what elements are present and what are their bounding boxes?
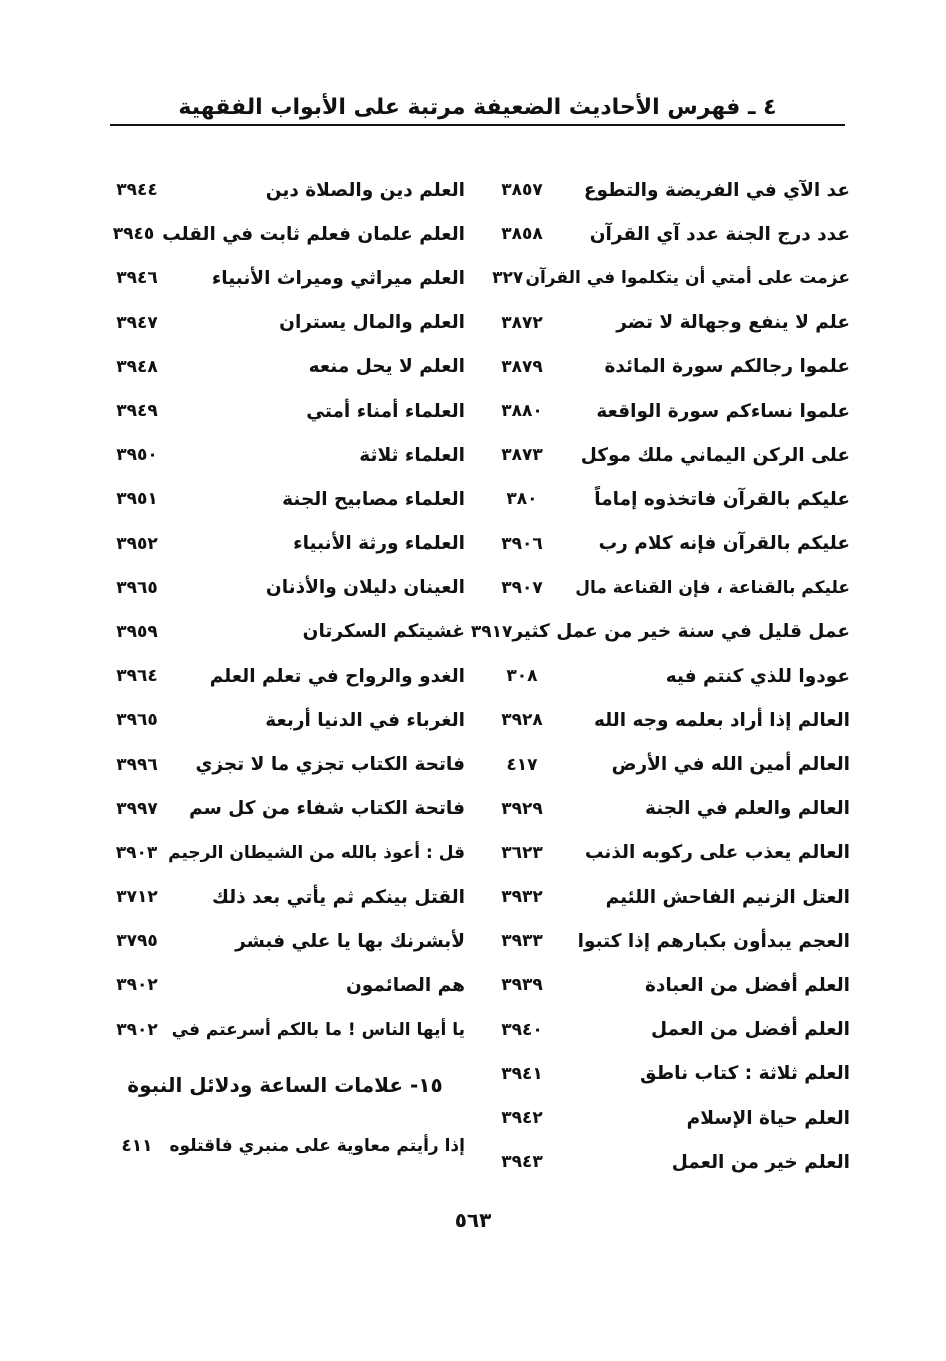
entry-title: عدد درج الجنة عدد آي القرآن [589,223,850,245]
index-entry [105,742,465,786]
entry-number: ٣٨٧٩ [501,356,543,377]
entry-number: ٣٩٤٢ [501,1108,543,1129]
entry-title: على الركن اليماني ملك موكل [580,444,850,466]
entry-number: ٣٩٠٣ [115,842,158,863]
index-entry [490,1052,850,1096]
index-entry [490,875,850,919]
entry-title: يا أيها الناس ! ما بالكم أسرعتم في [171,1019,465,1040]
entry-title: العلماء أمناء أمتي [306,400,465,422]
index-column-right [470,168,850,1184]
index-entry [490,433,850,477]
entry-title: عمل قليل في سنة خير من عمل كثير [512,621,850,643]
entry-title: قل : أعوذ بالله من الشيطان الرجيم [168,842,465,863]
entry-number: ٣٨٠ [506,489,538,510]
entry-title: فاتحة الكتاب تجزي ما لا تجزي [195,754,465,776]
entry-title: العالم والعلم في الجنة [645,798,850,820]
entry-number: ٣٩٦٥ [116,577,158,598]
entry-number: ٣٩٥١ [116,489,158,510]
entry-title: هم الصائمون [346,974,465,996]
index-entry [490,698,850,742]
section-list [105,1124,465,1168]
section-heading: ١٥- علامات الساعة ودلائل النبوة [127,1072,443,1097]
entry-title: العلم لا يحل منعه [308,356,465,378]
entry-number: ٣٩٤١ [501,1063,543,1084]
entry-number: ٣٩٣٩ [501,975,543,996]
entry-number: ٣٩٤٠ [501,1019,543,1040]
index-entry [490,522,850,566]
entry-title: العالم إذا أراد بعلمه وجه الله [593,709,850,731]
entry-title: العلم حياة الإسلام [686,1107,850,1129]
entry-title: علموا رجالكم سورة المائدة [604,356,850,378]
entry-title: الغدو والرواح في تعلم العلم [209,665,465,687]
entry-number: ٣٩٠٦ [501,533,543,554]
entry-title: فاتحة الكتاب شفاء من كل سم [189,798,465,820]
entry-title: العجم يبدأون بكبارهم إذا كتبوا [577,930,850,952]
index-entry [105,566,465,610]
entry-number: ٣٩٦٥ [116,710,158,731]
entry-number: ٣٧٩٥ [116,931,158,952]
entry-number: ٣٩٩٧ [116,798,158,819]
index-entry [105,919,465,963]
index-entry [105,698,465,742]
index-entry [490,742,850,786]
entry-number: ٣٩٥٢ [116,533,158,554]
entry-number: ٣٩٢٩ [501,798,543,819]
index-entry [490,566,850,610]
entry-title: عودوا للذي كنتم فيه [665,665,850,687]
entry-title: العلم علمان فعلم ثابت في القلب [162,223,465,245]
entry-number: ٣٩٦٤ [116,666,158,687]
index-entry [490,301,850,345]
entry-title: العالم أمين الله في الأرض [611,754,850,776]
entry-title: الغرباء في الدنيا أربعة [265,709,465,731]
index-entry [105,654,465,698]
index-entry [490,1140,850,1184]
entry-title: العلماء مصابيح الجنة [282,488,465,510]
entry-title: العلم خير من العمل [671,1151,850,1173]
header-title: ٤ ـ فهرس الأحاديث الضعيفة مرتبة على الأبواب الفقهية [178,95,777,120]
entry-number: ٣٩٤٧ [116,312,158,333]
entry-number: ٣٨٥٧ [501,180,543,201]
entry-number: ٣٩٣٢ [501,887,543,908]
entry-title: العينان دليلان والأذنان [265,577,465,599]
entry-number: ٣٩٠٢ [116,975,158,996]
entry-number: ٣٩٩٦ [116,754,158,775]
index-entry [105,831,465,875]
entry-title: عليكم بالقناعة ، فإن القناعة مال [575,577,850,598]
entry-number: ٣٨٧٢ [501,312,543,333]
entry-title: إذا رأيتم معاوية على منبري فاقتلوه [169,1135,465,1156]
entry-title: عليكم بالقرآن فاتخذوه إماماً [594,488,850,510]
entry-number: ٣٩٤٩ [116,401,158,422]
index-entry [105,212,465,256]
entry-title: العلم والمال يستران [279,312,465,334]
entry-number: ٣٩٣٣ [501,931,543,952]
index-entry [105,301,465,345]
entry-number: ٣٨٥٨ [501,224,543,245]
index-entry [490,345,850,389]
entry-number: ٣٠٨ [506,666,538,687]
running-header [110,90,845,126]
entry-number: ٣٦٢٣ [501,842,543,863]
index-entry [490,1008,850,1052]
index-entry [490,168,850,212]
index-entry [105,787,465,831]
entry-title: القتل بينكم ثم يأتي بعد ذلك [212,886,465,908]
entry-number: ٣٩١٧ [470,621,513,642]
entry-title: العلماء ثلاثة [359,444,465,466]
index-entry [490,1096,850,1140]
index-left-list [105,168,465,1052]
entry-title: علم لا ينفع وجهالة لا تضر [616,312,850,334]
entry-title: العلم ثلاثة : كتاب ناطق [640,1063,850,1085]
entry-title: عزمت على أمتي أن يتكلموا في القرآن [525,268,850,289]
entry-number: ٤١٧ [506,754,538,775]
index-entry [105,522,465,566]
entry-title: غشيتكم السكرتان [302,621,465,643]
index-entry [490,256,850,300]
entry-number: ٣٢٧ [492,268,524,289]
entry-title: العلم دين والصلاة دين [265,179,465,201]
index-entry [105,433,465,477]
index-entry [105,963,465,1007]
entry-title: علموا نساءكم سورة الواقعة [596,400,850,422]
entry-number: ٤١١ [121,1135,153,1156]
entry-title: العلم أفضل من العمل [650,1019,850,1041]
index-entry [490,831,850,875]
entry-number: ٣٩٤٦ [116,268,158,289]
entry-number: ٣٩٤٥ [112,224,155,245]
entry-number: ٣٩٤٣ [501,1152,543,1173]
index-entry [105,610,465,654]
index-column-left [105,168,465,1168]
index-entry [490,787,850,831]
entry-number: ٣٩٥٩ [116,621,158,642]
entry-title: العتل الزنيم الفاحش اللئيم [605,886,850,908]
index-entry [490,963,850,1007]
entry-number: ٣٨٨٠ [501,401,543,422]
entry-title: لأبشرنك بها يا علي فبشر [235,930,465,952]
index-entry [490,919,850,963]
index-entry [105,875,465,919]
index-entry [490,477,850,521]
index-entry [105,389,465,433]
entry-number: ٣٩٤٨ [116,356,158,377]
entry-title: العالم يعذب على ركوبه الذنب [584,842,850,864]
index-entry [490,212,850,256]
index-entry [105,477,465,521]
index-entry [105,168,465,212]
entry-title: عليكم بالقرآن فإنه كلام رب [598,533,850,555]
index-entry [490,654,850,698]
index-entry [490,389,850,433]
entry-title: العلم أفضل من العبادة [644,974,850,996]
entry-title: العلماء ورثة الأنبياء [293,533,465,555]
index-entry [470,610,850,654]
entry-number: ٣٩٠٧ [501,577,543,598]
index-entry [105,1124,465,1168]
index-entry [105,345,465,389]
entry-title: العلم ميراثي وميراث الأنبياء [211,267,465,289]
index-entry [105,256,465,300]
entry-number: ٣٩٤٤ [116,180,158,201]
entry-title: عد الآي في الفريضة والتطوع [583,179,850,201]
entry-number: ٣٩٠٢ [116,1019,158,1040]
entry-number: ٣٧١٢ [116,887,158,908]
entry-number: ٣٩٥٠ [116,445,158,466]
page-number: ٥٦٣ [454,1208,492,1232]
entry-number: ٣٨٧٣ [501,445,543,466]
entry-number: ٣٩٢٨ [501,710,543,731]
index-entry [105,1008,465,1052]
